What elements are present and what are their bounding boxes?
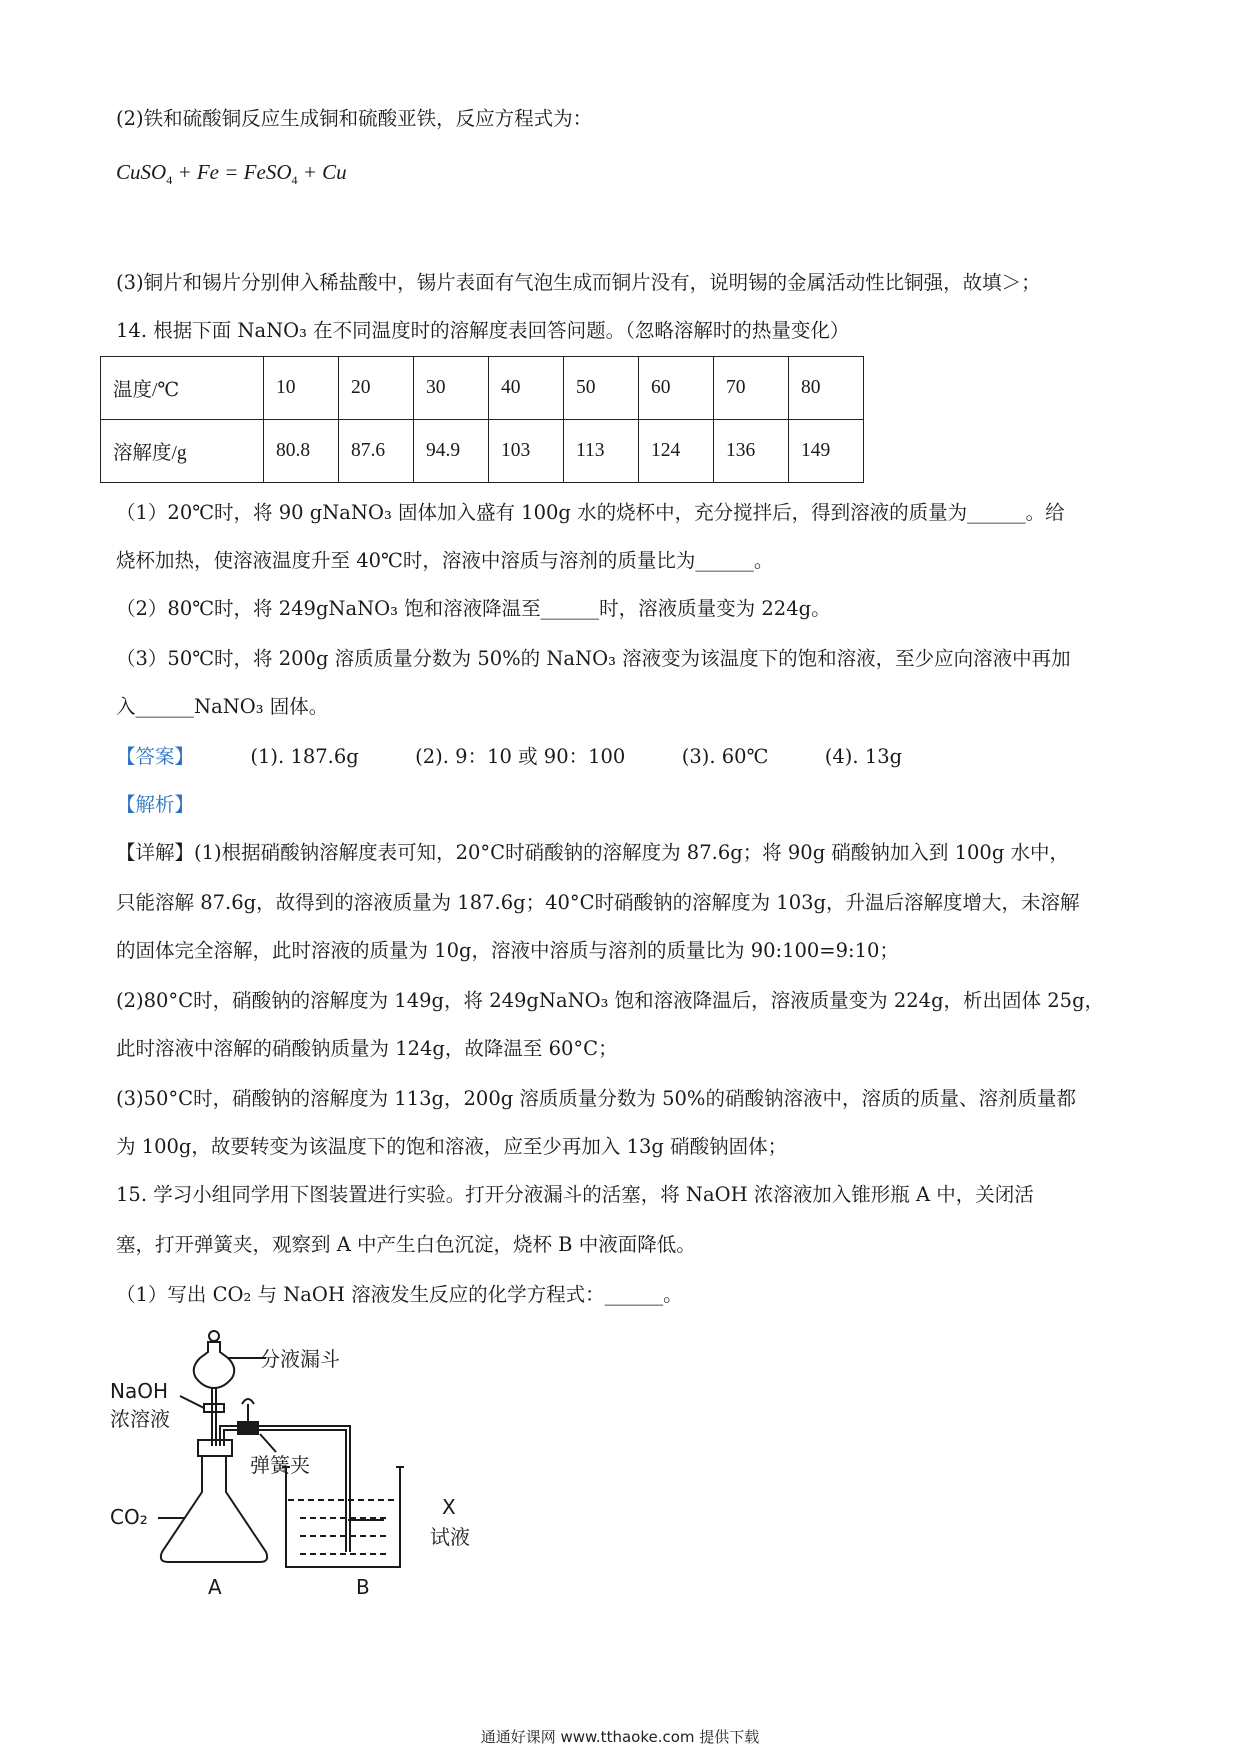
- question-15-title: 15. 学习小组同学用下图装置进行实验。打开分液漏斗的活塞，将 NaOH 浓溶液加入锥形瓶 A 中，关闭活: [116, 1183, 1034, 1206]
- formula-subscript: 4: [166, 173, 173, 188]
- naoh-label: NaOH: [110, 1379, 168, 1403]
- text-line: (2)铁和硫酸铜反应生成铜和硫酸亚铁，反应方程式为：: [116, 107, 593, 130]
- flask-a-label: A: [208, 1575, 222, 1599]
- answer-item: (3). 60℃: [681, 745, 769, 768]
- formula-part: + Fe = FeSO: [172, 160, 292, 184]
- apparatus-diagram: [110, 1322, 510, 1612]
- text-line: 入______NaNO₃ 固体。: [116, 695, 329, 718]
- question-14-title: 14. 根据下面 NaNO₃ 在不同温度时的溶解度表回答问题。（忽略溶解时的热量变化）: [116, 319, 850, 342]
- page-footer: 通通好课网 www.tthaoke.com 提供下载: [480, 1728, 760, 1746]
- funnel-bulb: [194, 1342, 235, 1388]
- table-cell: 124: [639, 420, 714, 483]
- text-line: (3)铜片和锡片分别伸入稀盐酸中，锡片表面有气泡生成而铜片没有，说明锡的金属活动性比铜强，故填＞；: [116, 271, 1041, 294]
- text-line: 此时溶液中溶解的硝酸钠质量为 124g，故降温至 60°C；: [116, 1037, 618, 1060]
- co2-label: CO₂: [110, 1505, 148, 1529]
- table-cell: 10: [264, 357, 339, 420]
- text-line: （1）20℃时，将 90 gNaNO₃ 固体加入盛有 100g 水的烧杯中，充分搅拌后，得到溶液的质量为______。给: [116, 501, 1065, 524]
- answer-item: (1). 187.6g: [250, 745, 359, 768]
- funnel-label: 分液漏斗: [260, 1347, 340, 1371]
- table-cell: 113: [564, 420, 639, 483]
- table-cell: 60: [639, 357, 714, 420]
- table-cell: 70: [714, 357, 789, 420]
- table-cell: 30: [414, 357, 489, 420]
- formula-subscript: 4: [291, 173, 298, 188]
- text-line: 只能溶解 87.6g，故得到的溶液质量为 187.6g；40°C时硝酸钠的溶解度为 103g，升温后溶解度增大，未溶解: [116, 891, 1080, 914]
- answer-item: (4). 13g: [824, 745, 903, 768]
- answer-label: 【答案】: [116, 745, 195, 768]
- text-line: (3)50°C时，硝酸钠的溶解度为 113g，200g 溶质质量分数为 50%的硝酸钠溶液中，溶质的质量、溶剂质量都: [116, 1087, 1076, 1110]
- text-line: 为 100g，故要转变为该温度下的饱和溶液，应至少再加入 13g 硝酸钠固体；: [116, 1135, 788, 1158]
- table-cell: 94.9: [414, 420, 489, 483]
- funnel-stopper: [209, 1331, 219, 1341]
- formula-part: CuSO: [116, 160, 167, 184]
- text-line: (2)80°C时，硝酸钠的溶解度为 149g，将 249gNaNO₃ 饱和溶液降温后，溶液质量变为 224g，析出固体 25g，: [116, 989, 1105, 1012]
- text-line: 的固体完全溶解，此时溶液的质量为 10g，溶液中溶质与溶剂的质量比为 90:100=9:10；: [116, 939, 899, 962]
- table-cell: 40: [489, 357, 564, 420]
- x-label-2: 试液: [430, 1525, 470, 1549]
- naoh-label-2: 浓溶液: [110, 1407, 170, 1431]
- solubility-table: [100, 356, 864, 483]
- table-cell: 149: [789, 420, 864, 483]
- formula-part: + Cu: [297, 160, 347, 184]
- table-row: [101, 420, 864, 483]
- beaker-b-label: B: [356, 1575, 370, 1599]
- answer-row: [116, 742, 902, 772]
- analysis-label: 【解析】: [116, 793, 195, 816]
- text-line: 【详解】(1)根据硝酸钠溶解度表可知，20°C时硝酸钠的溶解度为 87.6g；将 90g 硝酸钠加入到 100g 水中，: [116, 841, 1069, 864]
- table-cell: 80.8: [264, 420, 339, 483]
- clip-label: 弹簧夹: [250, 1453, 310, 1477]
- text-line: （1）写出 CO₂ 与 NaOH 溶液发生反应的化学方程式：______。: [116, 1283, 683, 1306]
- table-row: [101, 357, 864, 420]
- x-label: X: [442, 1495, 456, 1519]
- table-cell: 20: [339, 357, 414, 420]
- table-cell: 50: [564, 357, 639, 420]
- table-cell: 87.6: [339, 420, 414, 483]
- table-cell: 136: [714, 420, 789, 483]
- table-cell: 103: [489, 420, 564, 483]
- table-cell: 80: [789, 357, 864, 420]
- table-header-solubility: 溶解度/g: [101, 420, 264, 483]
- answer-item: (2). 9：10 或 90：100: [415, 745, 626, 768]
- text-line: （3）50℃时，将 200g 溶质质量分数为 50%的 NaNO₃ 溶液变为该温度下的饱和溶液，至少应向溶液中再加: [116, 647, 1071, 670]
- chemical-equation: [116, 160, 347, 188]
- text-line: 烧杯加热，使溶液温度升至 40℃时，溶液中溶质与溶剂的质量比为______。: [116, 549, 774, 572]
- text-line: 塞，打开弹簧夹，观察到 A 中产生白色沉淀，烧杯 B 中液面降低。: [116, 1233, 696, 1256]
- table-header-temp: 温度/℃: [101, 357, 264, 420]
- text-line: （2）80℃时，将 249gNaNO₃ 饱和溶液降温至______时，溶液质量变为 224g。: [116, 597, 831, 620]
- spring-clip: [238, 1422, 258, 1434]
